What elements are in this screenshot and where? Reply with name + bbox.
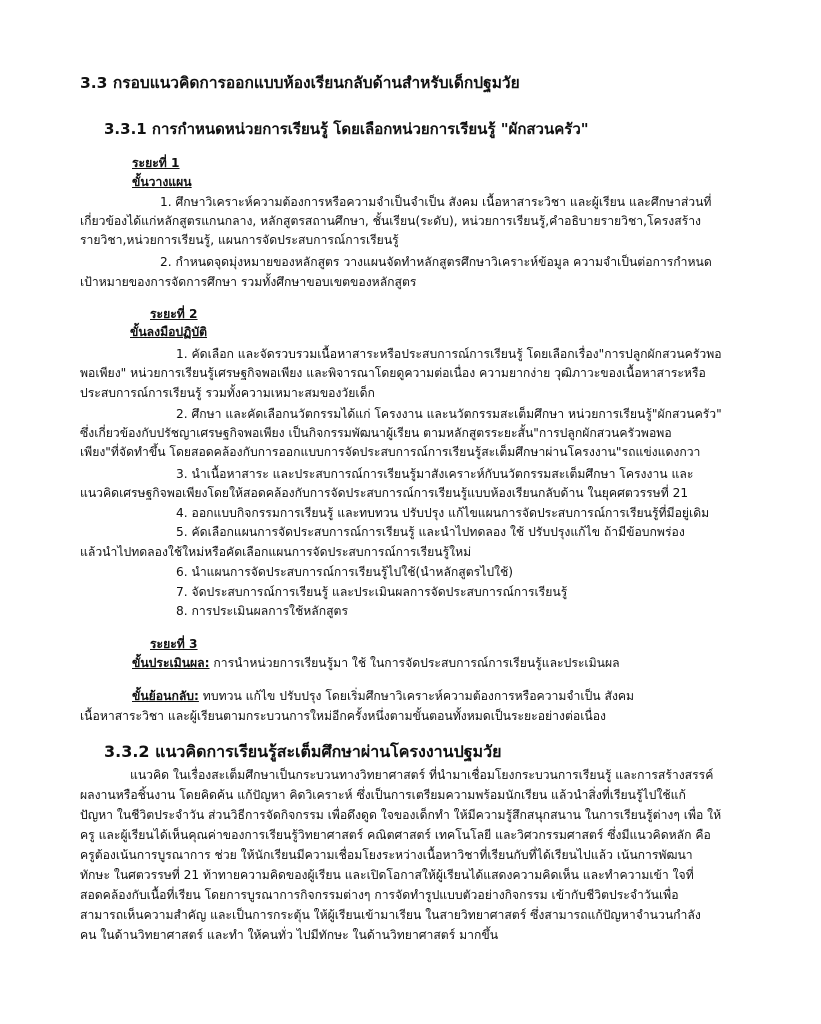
feedback-stage [132,686,634,706]
phase2-line: 3. นำเนื้อหาสาระ และประสบการณ์การเรียนรู้มาสังเคราะห์กับนวัตกรรมสะเต็มศึกษา โครงงาน และ [176,467,694,481]
phase2-line: 7. จัดประสบการณ์การเรียนรู้ และประเมินผลการจัดประสบการณ์การเรียนรู้ [176,585,568,599]
phase1-line: 1. ศึกษาวิเคราะห์ความต้องการหรือความจำเป็นจำเป็น สังคม เนื้อหาสาระวิชา และผู้เรียน และศึกษาส่วนที่ [160,195,712,209]
phase2-line: แนวคิดเศรษฐกิจพอเพียงโดยให้สอดคล้องกับการจัดประสบการณ์การเรียนรู้แบบห้องเรียนกลับด้าน ในยุคศตวรรษที่ 21 [80,486,689,500]
phase1-line: 2. กำหนดจุดมุ่งหมายของหลักสูตร วางแผนจัดทำหลักสูตรศึกษาวิเคราะห์ข้อมูล ความจำเป็นต่อการกำหนด [160,255,712,269]
phase1-title: ระยะที่ 1 [132,156,180,170]
phase2-line: 4. ออกแบบกิจกรรมการเรียนรู้ และทบทวน ปรับปรุง แก้ไขแผนการจัดประสบการณ์การเรียนรู้ที่มีอยู่เดิม [176,506,710,520]
paragraph-line: ปัญหา ในชีวิตประจำวัน ส่วนวิธีการจัดกิจกรรม เพื่อดึงดูด ใจของเด็กทำ ให้มีความรู้สึกสนุกสนาน ในการเรียนรู้ต่างๆ เพื่อ ให้ [80,808,722,822]
section-heading-3-3: 3.3 กรอบแนวคิดการออกแบบห้องเรียนกลับด้านสำหรับเด็กปฐมวัย [80,74,520,92]
phase3-stage [132,653,620,673]
section-heading-3-3-1: 3.3.1 การกำหนดหน่วยการเรียนรู้ โดยเลือกหน่วยการเรียนรู้ "ผักสวนครัว" [104,120,589,138]
phase2-line: ประสบการณ์การเรียนรู้ รวมทั้งความเหมาะสมของวัยเด็ก [80,386,375,400]
phase2-line: เพียง"ที่จัดทำขึ้น โดยสอดคล้องกับการออกแบบการจัดประสบการณ์การเรียนรู้สะเต็มศึกษาผ่านโครงงาน"รถแข่งแดงกวา [80,445,701,459]
phase2-line: พอเพียง" หน่วยการเรียนรู้เศรษฐกิจพอเพียง และพิจารณาโดยดูความต่อเนื่อง ความยากง่าย วุฒิภาวะของเนื้อหาสาระหรือ [80,366,706,380]
paragraph-line: คน ในด้านวิทยาศาสตร์ และทำ ให้คนทั่ว ไปมีทักษะ ในด้านวิทยาศาสตร์ มากขึ้น [80,928,499,942]
phase1-line: เป้าหมายของการจัดการศึกษา รวมทั้งศึกษาขอบเขตของหลักสูตร [80,275,417,289]
paragraph-line: ทักษะ ในศตวรรษที่ 21 ท้าทายความคิดของผู้เรียน และเปิดโอกาสให้ผู้เรียนได้แสดงความคิดเห็น และทำความเข้า ใจที่ [80,868,694,882]
feedback-label: ขั้นย้อนกลับ: [132,689,199,703]
section-heading-3-3-2: 3.3.2 แนวคิดการเรียนรู้สะเต็มศึกษาผ่านโครงงานปฐมวัย [104,742,502,761]
phase2-line: ซึ่งเกี่ยวข้องกับปรัชญาเศรษฐกิจพอเพียง เป็นกิจกรรมพัฒนาผู้เรียน ตามหลักสูตรระยะสั้น"การปลูกผักสวนครัวพอพอ [80,426,672,440]
phase2-title: ระยะที่ 2 [150,307,198,321]
phase1-line: รายวิชา,หน่วยการเรียนรู้, แผนการจัดประสบการณ์การเรียนรู้ [80,233,399,247]
paragraph-line: แนวคิด ในเรื่องสะเต็มศึกษาเป็นกระบวนทางวิทยาศาสตร์ ที่นำมาเชื่อมโยงกระบวนการเรียนรู้ และการสร้างสรรค์ [130,768,714,782]
phase2-line: แล้วนำไปทดลองใช้ใหม่หรือคัดเลือกแผนการจัดประสบการณ์การเรียนรู้ใหม่ [80,545,472,559]
phase2-line: 1. คัดเลือก และจัดรวบรวมเนื้อหาสาระหรือประสบการณ์การเรียนรู้ โดยเลือกเรื่อง"การปลูกผักสวนครัวพอ [176,347,722,361]
phase3-title: ระยะที่ 3 [150,637,198,651]
phase1-stage: ขั้นวางแผน [132,175,192,189]
paragraph-line: สามารถเห็นความสำคัญ และเป็นการกระตุ้น ให้ผู้เรียนเข้ามาเรียน ในสายวิทยาศาสตร์ ซึ่งสามารถแก้ปัญหาจำนวนกำลัง [80,908,701,922]
paragraph-line: สอดคล้องกับเนื้อที่เรียน โดยการบูรณาการกิจกรรมต่างๆ การจัดทำรูปแบบตัวอย่างกิจกรรม เข้ากับชีวิตประจำวันเพื่อ [80,888,679,902]
phase2-line: 8. การประเมินผลการใช้หลักสูตร [176,604,349,618]
paragraph-line: ครู และผู้เรียนได้เห็นคุณค่าของการเรียนรู้วิทยาศาสตร์ คณิตศาสตร์ เทคโนโลยี และวิศวกรรมศาสตร์ ซึ่งมีแนวคิดหลัก คือ [80,828,711,842]
phase1-line: เกี่ยวข้องได้แก่หลักสูตรแกนกลาง, หลักสูตรสถานศึกษา, ชั้นเรียน(ระดับ), หน่วยการเรียนรู้,คำอธิบายรายวิชา,โครงสร้าง [80,214,701,228]
phase3-stage-text: การนำหน่วยการเรียนรู้มา ใช้ ในการจัดประสบการณ์การเรียนรู้และประเมินผล [209,656,620,670]
phase2-stage: ขั้นลงมือปฏิบัติ [130,325,208,339]
phase2-line: 2. ศึกษา และคัดเลือกนวัตกรรมได้แก่ โครงงาน และนวัตกรรมสะเต็มศึกษา หน่วยการเรียนรู้"ผักสวนครัว" [176,407,722,421]
paragraph-line: ผลงานหรือชิ้นงาน โดยคิดค้น แก้ปัญหา คิดวิเคราะห์ ซึ่งเป็นการเตรียมความพร้อมนักเรียน แล้วนำสิ่งที่เรียนรู้ไปใช้แก้ [80,788,686,802]
phase3-stage-label: ขั้นประเมินผล: [132,656,210,670]
feedback-line: เนื้อหาสาระวิชา และผู้เรียนตามกระบวนการใหม่อีกครั้งหนึ่งตามขั้นตอนทั้งหมดเป็นระยะอย่างต่อเนื่อง [80,709,606,723]
paragraph-line: ครูต้องเน้นการบูรณาการ ช่วย ให้นักเรียนมีความเชื่อมโยงระหว่างเนื้อหาวิชาที่เรียนกับที่ได้เรียนไปแล้ว เน้นการพัฒนา [80,848,693,862]
phase2-line: 5. คัดเลือกแผนการจัดประสบการณ์การเรียนรู้ และนำไปทดลอง ใช้ ปรับปรุงแก้ไข ถ้ามีข้อบกพร่อง [176,525,685,539]
feedback-text: ทบทวน แก้ไข ปรับปรุง โดยเริ่มศึกษาวิเคราะห์ความต้องการหรือความจำเป็น สังคม [198,689,635,703]
phase2-line: 6. นำแผนการจัดประสบการณ์การเรียนรู้ไปใช้(นำหลักสูตรไปใช้) [176,565,514,579]
